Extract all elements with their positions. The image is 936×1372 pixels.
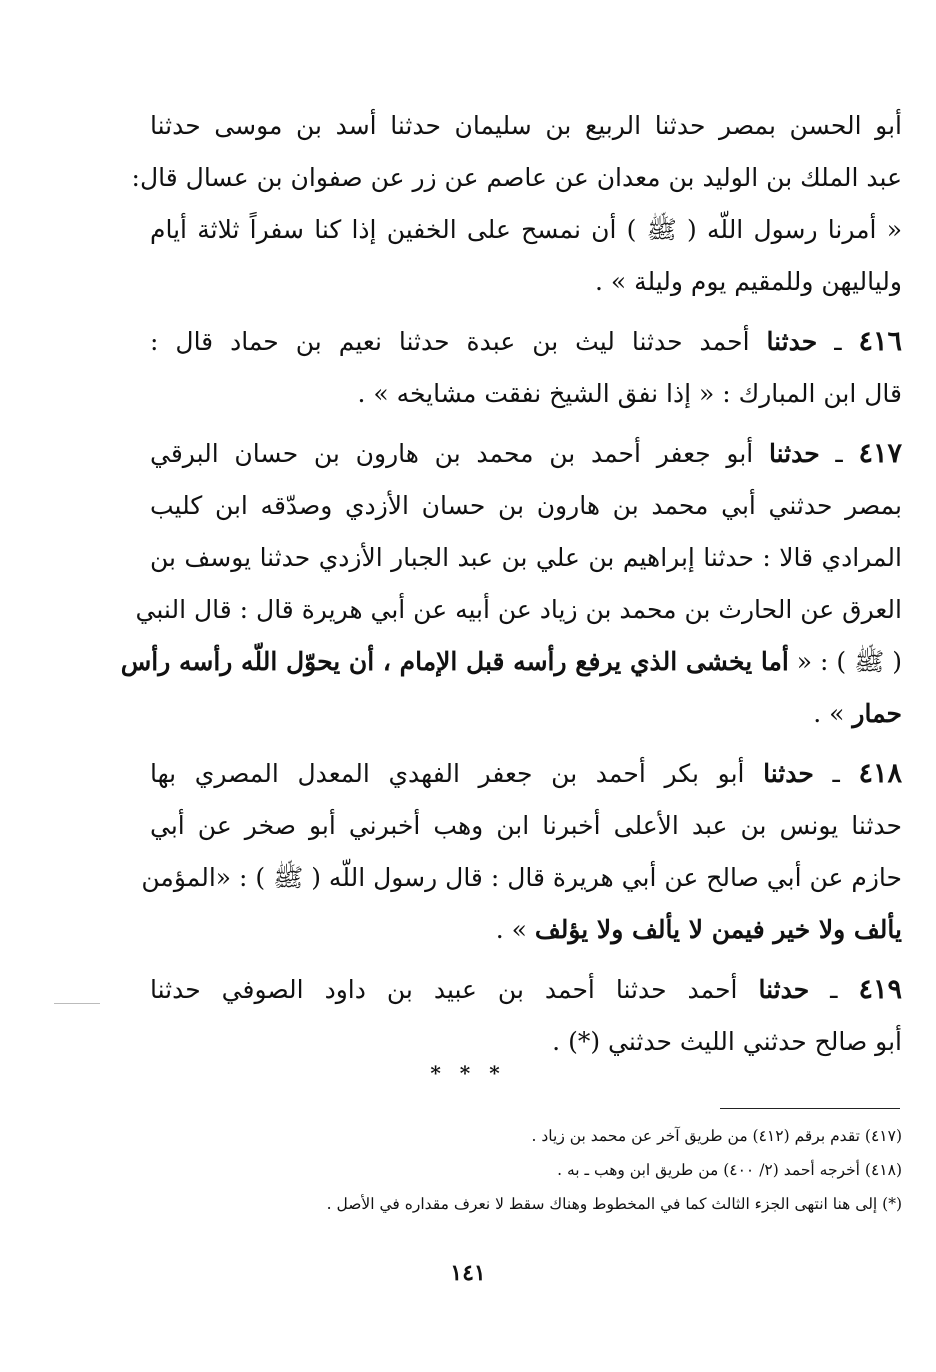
hadith-text: » .: [813, 699, 845, 728]
hadith-416-line: قال ابن المبارك : « إذا نفق الشيخ نفقت مشايخه » .: [357, 379, 902, 408]
footnote: (٤١٧) تقدم برقم (٤١٢) من طريق آخر عن محمد بن زياد .: [531, 1127, 902, 1145]
footnote: (٤١٨) أخرجه أحمد (٢/ ٤٠٠) من طريق ابن وهب ـ به .: [557, 1161, 902, 1179]
hadith-418-line: حدثنا يونس بن عبد الأعلى أخبرنا ابن وهب أخبرني أبو صخر عن أبي: [150, 811, 902, 840]
page-number: ١٤١: [450, 1260, 486, 1286]
text-line: عبد الملك بن الوليد بن معدان عن عاصم عن زر عن صفوان بن عسال قال:: [131, 163, 902, 192]
hadith-417-line: العرق عن الحارث بن محمد بن زياد عن أبيه عن أبي هريرة قال : قال النبي: [135, 595, 902, 624]
hadith-text: أبو جعفر أحمد بن محمد بن هارون بن حسان البرقي: [150, 439, 754, 468]
hadith-keyword: حدثنا: [763, 759, 814, 788]
hadith-418-line: حازم عن أبي صالح عن أبي هريرة قال : قال رسول اللّه ( ﷺ ) : «المؤمن: [141, 863, 902, 892]
hadith-418-line: [150, 904, 902, 956]
footnote-rule: [720, 1108, 900, 1109]
hadith-keyword: حدثنا: [768, 439, 820, 468]
hadith-keyword: حدثنا: [766, 327, 818, 356]
hadith-417-line: المرادي قالا : حدثنا إبراهيم بن علي بن عبد الجبار الأزدي حدثنا يوسف بن: [150, 543, 902, 572]
hadith-text: أبو بكر أحمد بن جعفر الفهدي المعدل المصري بها: [150, 759, 745, 788]
hadith-417-line: بمصر حدثني أبي محمد بن هارون بن حسان الأزدي وصدّقه ابن كليب: [150, 491, 902, 520]
footnote: (*) إلى هنا انتهى الجزء الثالث كما في المخطوط وهناك سقط لا نعرف مقداره في الأصل .: [326, 1195, 902, 1213]
hadith-text: » .: [495, 915, 527, 944]
hadith-number: ٤١٨: [858, 758, 902, 789]
hadith-number: ٤١٩: [858, 974, 902, 1005]
hadith-number: ٤١٧: [858, 438, 902, 469]
hadith-quote: حمار: [852, 699, 902, 728]
hadith-number: ٤١٦: [858, 326, 903, 357]
hadith-text: ( ﷺ ) : «: [796, 647, 902, 676]
hadith-418-line: ٤١٨ ـ حدثنا أبو بكر أحمد بن جعفر الفهدي المعدل المصري بها: [150, 758, 902, 789]
hadith-419-line: ٤١٩ ـ حدثنا أحمد حدثنا أحمد بن عبيد بن داود الصوفي حدثنا: [150, 974, 902, 1005]
scan-edge-mark: [54, 1003, 100, 1004]
hadith-416-line: ٤١٦ ـ حدثنا أحمد حدثنا ليث بن عبدة حدثنا نعيم بن حماد قال :: [150, 326, 903, 357]
section-divider-stars: * * *: [430, 1061, 506, 1085]
text-line: ولياليهن وللمقيم يوم وليلة » .: [594, 267, 902, 296]
hadith-417-line: [150, 688, 902, 740]
main-text: [120, 100, 903, 1068]
hadith-text: أحمد حدثنا أحمد بن عبيد بن داود الصوفي حدثنا: [150, 975, 738, 1004]
hadith-text: أحمد حدثنا ليث بن عبدة حدثنا نعيم بن حماد قال :: [150, 327, 750, 356]
hadith-keyword: حدثنا: [758, 975, 810, 1004]
hadith-quote: يألف ولا خير فيمن لا يألف ولا يؤلف: [534, 915, 902, 944]
hadith-419-line: أبو صالح حدثني الليث حدثني (*) .: [552, 1027, 902, 1056]
text-line: أبو الحسن بمصر حدثنا الربيع بن سليمان حدثنا أسد بن موسى حدثنا: [150, 111, 902, 140]
hadith-417-line: ٤١٧ ـ حدثنا أبو جعفر أحمد بن محمد بن هارون بن حسان البرقي: [150, 438, 902, 469]
hadith-417-line: [120, 636, 902, 688]
text-line: « أمرنا رسول اللّه ( ﷺ ) أن نمسح على الخفين إذا كنا سفراً ثلاثة أيام: [150, 215, 902, 244]
hadith-quote: أما يخشى الذي يرفع رأسه قبل الإمام ، أن يحوّل اللّه رأسه رأس: [120, 647, 789, 676]
